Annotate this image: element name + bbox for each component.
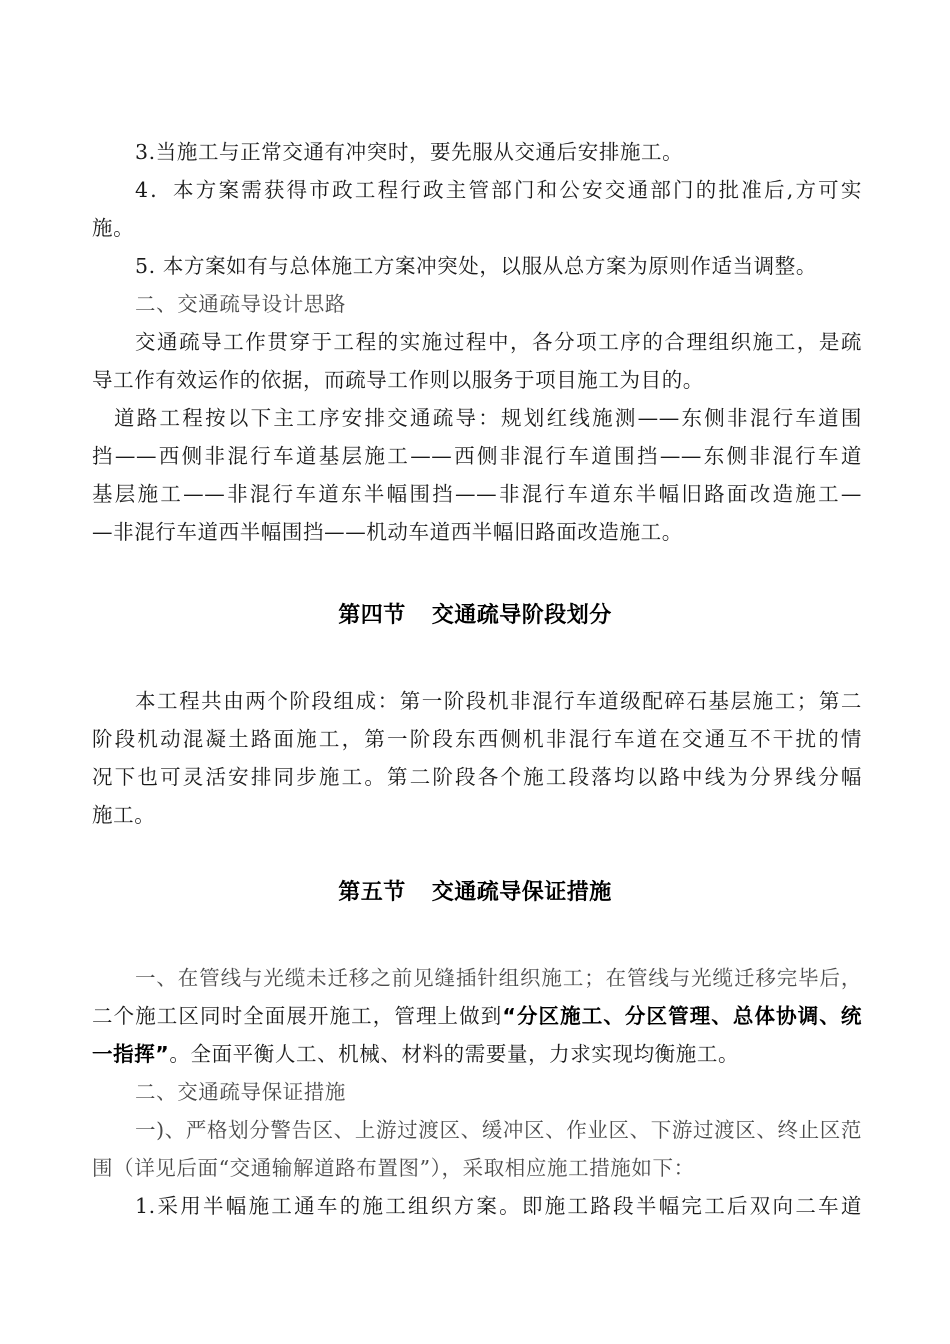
- section-5-p2-line-1: 一)、严格划分警告区、上游过渡区、缓冲区、作业区、下游过渡区、终止区范: [135, 1118, 862, 1142]
- item-4-line-1: 4．本方案需获得市政工程行政主管部门和公安交通部门的批准后,方可实: [135, 178, 862, 202]
- section-4-title: [0, 601, 950, 631]
- item-4-line-2: 施。: [92, 216, 135, 240]
- section-5-title-text: 交通疏导保证措施: [431, 880, 612, 905]
- subheading-guarantee-measures: 二、交通疏导保证措施: [135, 1080, 346, 1104]
- section-5-p3-line-1: 1.采用半幅施工通车的施工组织方案。即施工路段半幅完工后双向二车道: [135, 1194, 862, 1218]
- section-5-p2-line-2: 围（详见后面“交通输解道路布置图”），采取相应施工措施如下：: [92, 1156, 695, 1180]
- section-5-p1-text-end: 。全面平衡人工、机械、材料的需要量，力求实现均衡施工。: [169, 1042, 740, 1066]
- section-5-p1-line-3: [92, 1039, 862, 1069]
- subheading-design-approach: 二、交通疏导设计思路: [135, 292, 346, 316]
- section-5-p1-text: 二个施工区同时全面展开施工，管理上做到: [92, 1004, 503, 1028]
- section-4-para-line-2: 阶段机动混凝土路面施工，第一阶段东西侧机非混行车道在交通互不干扰的情: [92, 727, 862, 751]
- section-5-number: 第五节: [338, 880, 406, 905]
- paragraph-2-line-3: 基层施工——非混行车道东半幅围挡——非混行车道东半幅旧路面改造施工—: [92, 482, 862, 506]
- section-4-para-line-4: 施工。: [92, 803, 156, 827]
- section-5-p1-emphasis: “分区施工、分区管理、总体协调、统: [502, 1004, 862, 1028]
- paragraph-1-line-1: 交通疏导工作贯穿于工程的实施过程中，各分项工序的合理组织施工，是疏: [135, 330, 862, 354]
- paragraph-2-line-1: 道路工程按以下主工序安排交通疏导：规划红线施测——东侧非混行车道围: [114, 406, 862, 430]
- item-3: 3.当施工与正常交通有冲突时，要先服从交通后安排施工。: [135, 140, 684, 164]
- section-4-para-line-3: 况下也可灵活安排同步施工。第二阶段各个施工段落均以路中线为分界线分幅: [92, 765, 862, 789]
- section-5-title: [0, 878, 950, 908]
- section-5-p1-line-1: 一、在管线与光缆未迁移之前见缝插针组织施工；在管线与光缆迁移完毕后，: [135, 966, 862, 990]
- paragraph-2-line-4: —非混行车道西半幅围挡——机动车道西半幅旧路面改造施工。: [92, 520, 683, 544]
- section-5-p1-line-2: [92, 1001, 862, 1031]
- section-4-title-text: 交通疏导阶段划分: [431, 603, 612, 628]
- paragraph-2-line-2: 挡——西侧非混行车道基层施工——西侧非混行车道围挡——东侧非混行车道: [92, 444, 862, 468]
- section-4-number: 第四节: [338, 603, 406, 628]
- section-4-para-line-1: 本工程共由两个阶段组成：第一阶段机非混行车道级配碎石基层施工；第二: [135, 689, 862, 713]
- section-5-p1-emphasis-end: 一指挥”: [92, 1042, 170, 1066]
- paragraph-1-line-2: 导工作有效运作的依据，而疏导工作则以服务于项目施工为目的。: [92, 368, 704, 392]
- item-5: 5. 本方案如有与总体施工方案冲突处，以服从总方案为原则作适当调整。: [135, 254, 817, 278]
